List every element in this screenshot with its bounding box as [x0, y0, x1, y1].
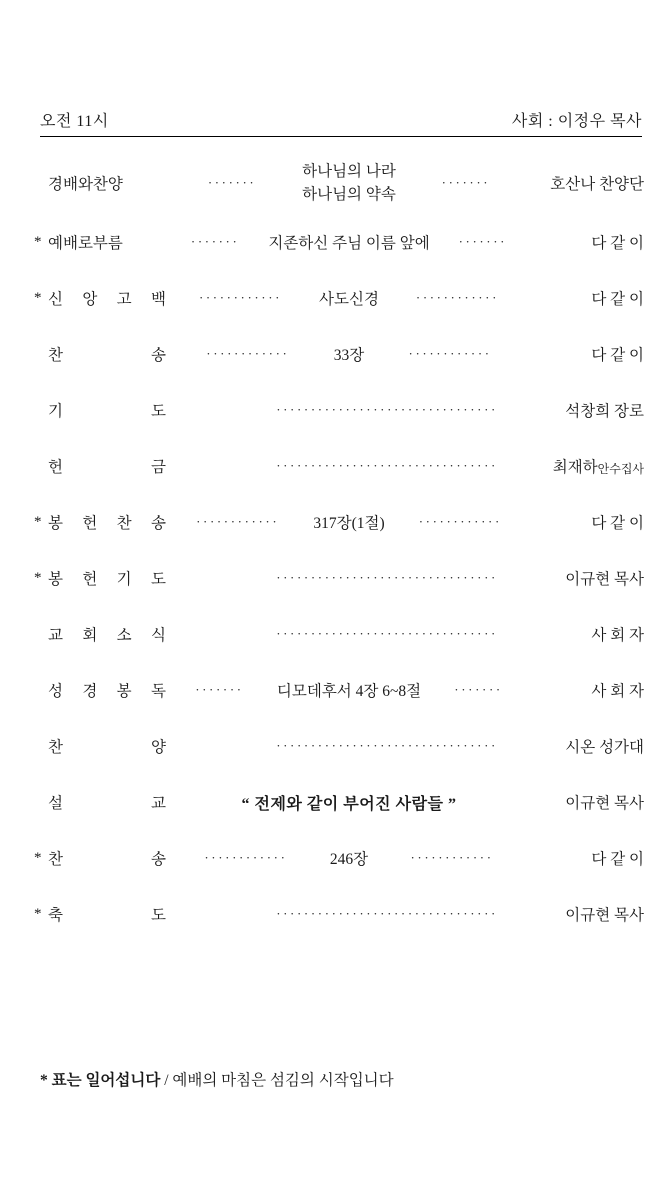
order-item-person: 사 회 자 — [591, 683, 645, 700]
order-row — [34, 550, 644, 606]
order-item-person: 최재하 안수집사 — [552, 459, 645, 476]
leader-dots: ······· — [454, 682, 503, 697]
order-item-detail: 지존하신 주님 이름 앞에 — [268, 235, 430, 252]
order-row — [34, 606, 644, 662]
order-item-label: 봉 헌 기 도 — [48, 571, 166, 588]
order-item-person: 호산나 찬양단 — [550, 176, 644, 193]
order-item-label: 성 경 봉 독 — [48, 683, 166, 700]
service-time: 오전 11시 — [40, 113, 109, 130]
order-row — [34, 214, 644, 270]
order-row — [34, 438, 644, 494]
order-item-label: 예배로부름 — [48, 235, 123, 252]
leader-dots: ······· — [207, 175, 257, 190]
order-item-person: 다 같 이 — [591, 347, 645, 364]
standing-marker: * — [34, 233, 42, 250]
order-item-person: 다 같 이 — [591, 515, 644, 532]
leader-dots: ······· — [458, 234, 508, 249]
order-item-label: 축 도 — [48, 907, 166, 924]
leader-dots: ································ — [276, 402, 498, 417]
order-item-label: 찬 양 — [48, 739, 166, 756]
order-of-worship-list — [34, 152, 644, 942]
leader-dots: ············ — [206, 346, 290, 361]
order-row — [34, 382, 644, 438]
order-row — [34, 774, 644, 830]
footer-note-bold: * 표는 일어섭니다 — [40, 1072, 161, 1089]
order-item-detail: 디모데후서 4장 6~8절 — [276, 683, 422, 700]
order-item-label: 찬 송 — [48, 851, 166, 868]
standing-marker: * — [34, 569, 42, 586]
order-row — [34, 326, 644, 382]
leader-dots: ············ — [415, 290, 500, 305]
order-item-label: 경배와찬양 — [48, 176, 123, 193]
order-item-person: 이규현 목사 — [565, 571, 645, 588]
leader-dots: ································ — [276, 570, 498, 585]
leader-dots: ············ — [418, 514, 502, 529]
order-item-detail: 317장(1절) — [313, 515, 385, 532]
leader-dots: ································ — [276, 906, 498, 921]
leader-dots: ································ — [276, 458, 498, 473]
standing-marker: * — [34, 905, 42, 922]
standing-marker: * — [34, 849, 42, 866]
order-item-label: 교 회 소 식 — [48, 627, 166, 644]
order-item-label: 봉 헌 찬 송 — [48, 515, 166, 532]
service-leader: 사회 : 이정우 목사 — [511, 113, 642, 130]
order-row — [34, 662, 644, 718]
order-item-label: 찬 송 — [48, 347, 166, 364]
order-row — [34, 152, 644, 214]
order-item-detail: 사도신경 — [319, 291, 379, 308]
order-item-label: 설 교 — [48, 795, 166, 812]
order-row — [34, 718, 644, 774]
leader-dots: ································ — [276, 626, 498, 641]
order-item-person: 다 같 이 — [591, 235, 645, 252]
leader-dots: ································ — [276, 738, 498, 753]
order-item-label: 헌 금 — [48, 459, 166, 476]
leader-dots: ······· — [441, 175, 491, 190]
order-item-detail: 246장 — [329, 851, 369, 868]
sermon-title: “ 전제와 같이 부어진 사람들 ” — [241, 795, 457, 813]
order-item-label: 신 앙 고 백 — [48, 291, 166, 308]
leader-dots: ············ — [408, 346, 492, 361]
leader-dots: ············ — [204, 850, 288, 865]
order-item-person: 사 회 자 — [591, 627, 645, 644]
order-row — [34, 270, 644, 326]
footer-note — [40, 1068, 394, 1090]
leader-dots: ············ — [198, 290, 283, 305]
leader-dots: ············ — [196, 514, 280, 529]
header — [40, 108, 642, 137]
order-row — [34, 830, 644, 886]
standing-marker: * — [34, 513, 42, 530]
footer-note-rest: / 예배의 마침은 섬김의 시작입니다 — [160, 1072, 394, 1089]
leader-dots: ······· — [195, 682, 244, 697]
order-item-person: 이규현 목사 — [565, 795, 644, 812]
order-item-detail: 33장 — [333, 347, 365, 364]
leader-dots: ······· — [190, 234, 240, 249]
leader-dots: ············ — [410, 850, 494, 865]
order-item-person: 다 같 이 — [591, 851, 645, 868]
order-item-person: 이규현 목사 — [565, 907, 645, 924]
order-item-label: 기 도 — [48, 403, 166, 420]
order-item-detail: 하나님의 나라 하나님의 약속 — [302, 162, 396, 203]
order-item-person: 다 같 이 — [591, 291, 644, 308]
standing-marker: * — [34, 289, 42, 306]
order-row — [34, 494, 644, 550]
order-item-person: 시온 성가대 — [565, 739, 645, 756]
order-row — [34, 886, 644, 942]
order-item-person: 석창희 장로 — [565, 403, 645, 420]
